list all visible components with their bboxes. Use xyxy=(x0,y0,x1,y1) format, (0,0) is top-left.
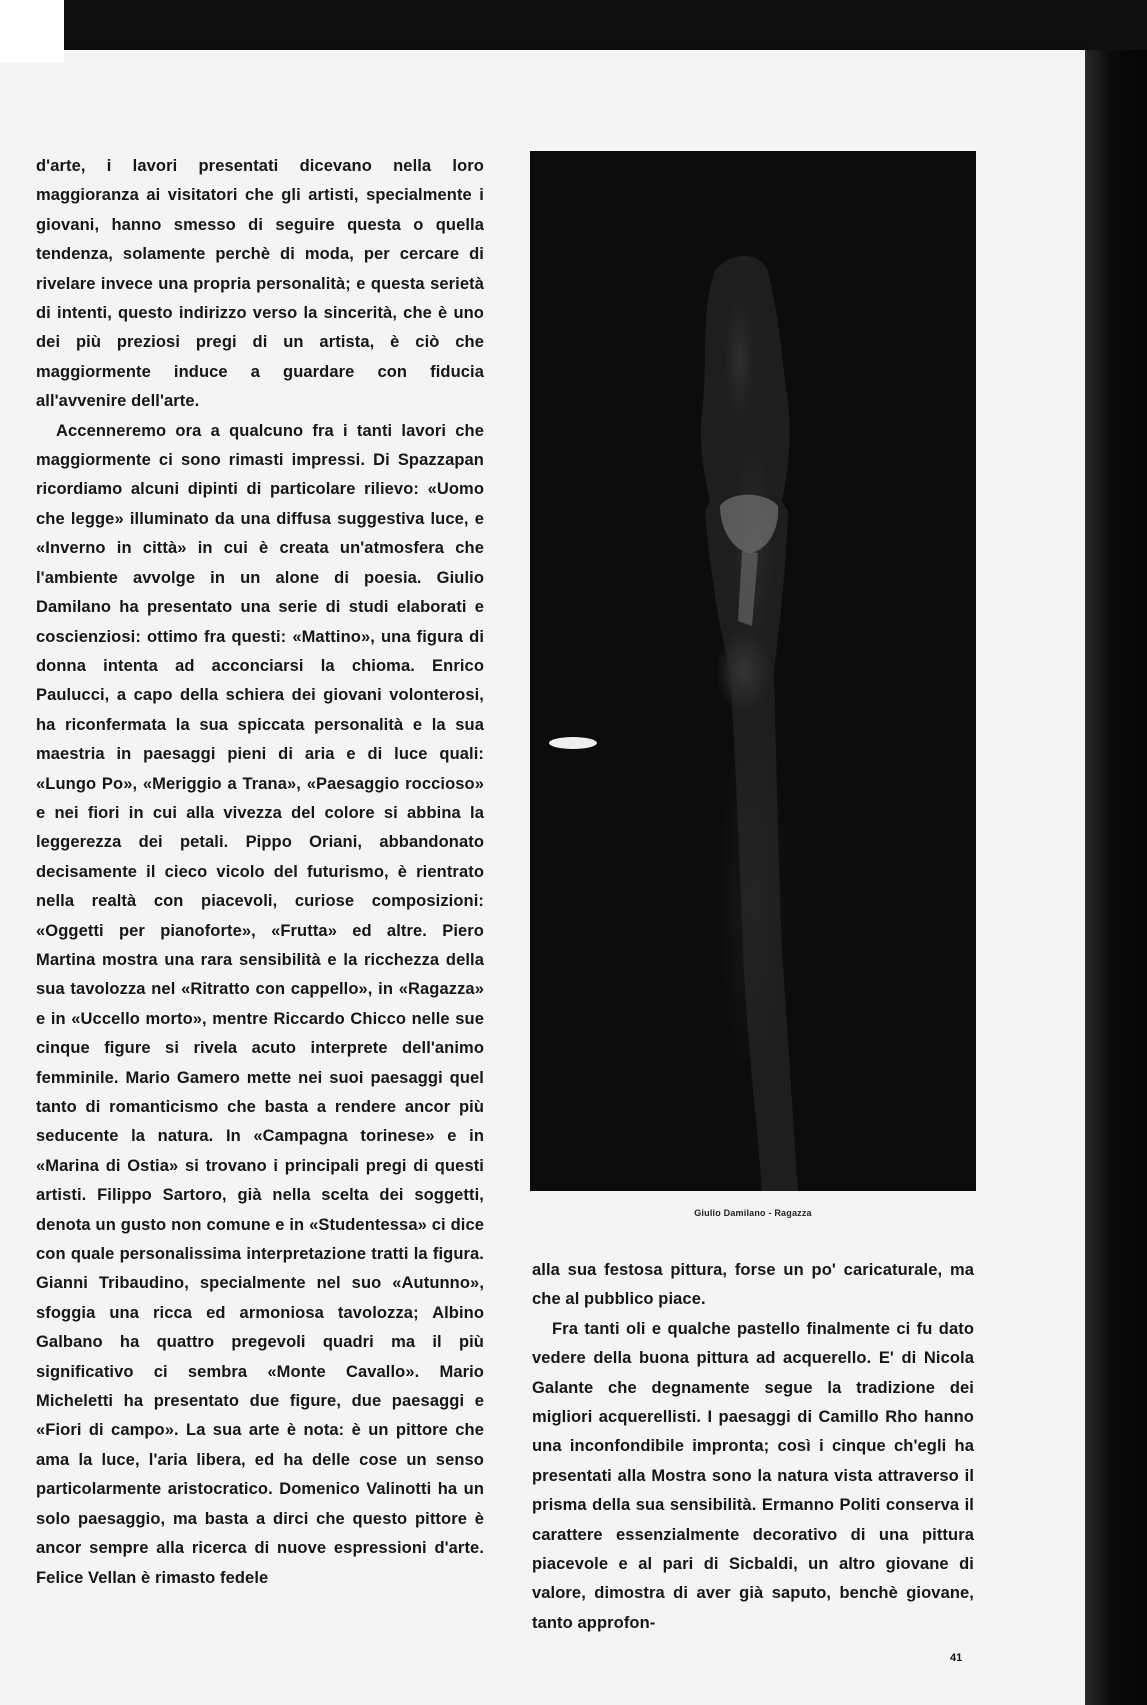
magazine-page xyxy=(0,50,1085,1705)
article-paragraph-2: Accenneremo ora a qualcuno fra i tanti lavori che maggiormente ci sono rimasti impressi. Di Spazzapan ricordiamo alcuni dipinti di particolare rilievo: «Uomo che legge» illuminato da una diffusa suggestiva luce, e «Inverno in città» in cui è creata un'atmosfera che l'ambiente avvolge in un alone di poesia. Giulio Damilano ha presentato una serie di studi elaborati e coscienziosi: ottimo fra questi: «Mattino», una figura di donna intenta ad acconciarsi la chioma. Enrico Paulucci, a capo della schiera dei giovani volonterosi, ha riconfermata la sua spiccata personalità e la sua maestria in paesaggi pieni di aria e di luce quali: «Lungo Po», «Meriggio a Trana», «Paesaggio roccioso» e nei fiori in cui alla vivezza del colore si abbina la leggerezza dei petali. Pippo Oriani, abbandonato decisamente il cieco vicolo del futurismo, è rientrato nella realtà con piacevoli, curiose composizioni: «Oggetti per pianoforte», «Frutta» ed altre. Piero Martina mostra una rara sensibilità e la ricchezza della sua tavolozza nel «Ritratto con cappello», in «Ragazza» e in «Uccello morto», mentre Riccardo Chicco nelle sue cinque figure si rivela acuto interprete dell'animo femminile. Mario Gamero mette nei suoi paesaggi quel tanto di romanticismo che basta a rendere ancor più seducente la natura. In «Campagna torinese» e in «Marina di Ostia» si trovano i principali pregi di questi artisti. Filippo Sartoro, già nella scelta dei soggetti, denota un gusto non comune e in «Studentessa» ci dice con quale personalissima interpretazione tratti la figura. Gianni Tribaudino, specialmente nel suo «Autunno», sfoggia una ricca ed armoniosa tavolozza; Albino Galbano ha quattro pregevoli quadri ma il più significativo ci sembra «Monte Cavallo». Mario Micheletti ha presentato due figure, due paesaggi e «Fiori di campo». La sua arte è nota: è un pittore che ama la luce, l'aria libera, ed ha delle cose un senso particolarmente aristocratico. Domenico Valinotti ha un solo paesaggio, ma basta a dirci che questo pittore è ancor sempre alla ricerca di nuove espressioni d'arte. Felice Vellan è rimasto fedele xyxy=(36,421,484,1587)
painting-light-spot xyxy=(549,737,597,749)
article-right-column xyxy=(532,1256,974,1638)
scan-page-edge xyxy=(1085,50,1147,1705)
article-paragraph-4: Fra tanti oli e qualche pastello finalmente ci fu dato vedere della buona pittura ad acquerello. E' di Nicola Galante che degnamente segue la tradizione dei migliori acquerellisti. I paesaggi di Camillo Rho hanno una inconfondibile impronta; così i cinque ch'egli ha presentati alla Mostra sono la natura vista attraverso il prisma della sua sensibilità. Ermanno Politi conserva il carattere essenzialmente decorativo di una pittura piacevole e al pari di Sicbaldi, un altro giovane di valore, dimostra di aver già saputo, benchè giovane, tanto approfon- xyxy=(532,1319,974,1632)
article-left-column xyxy=(36,152,484,1593)
figure-body xyxy=(701,256,798,1191)
page-number: 41 xyxy=(950,1652,963,1664)
scan-corner-mark xyxy=(0,0,64,62)
article-paragraph-3: alla sua festosa pittura, forse un po' caricaturale, ma che al pubblico piace. xyxy=(532,1261,974,1309)
figure-caption: Giulio Damilano - Ragazza xyxy=(694,1208,812,1218)
article-paragraph-1: d'arte, i lavori presentati dicevano nella loro maggioranza ai visitatori che gli artisti, specialmente i giovani, hanno smesso di seguire questa o quella tendenza, solamente perchè di moda, per cercare di rivelare invece una propria personalità; e questa serietà di intenti, questo indirizzo verso la sincerità, che è uno dei più preziosi pregi di un artista, è ciò che maggiormente induce a guardare con fiducia all'avvenire dell'arte. xyxy=(36,157,484,411)
painting-figure-silhouette xyxy=(530,151,976,1191)
painting-image xyxy=(530,151,976,1191)
